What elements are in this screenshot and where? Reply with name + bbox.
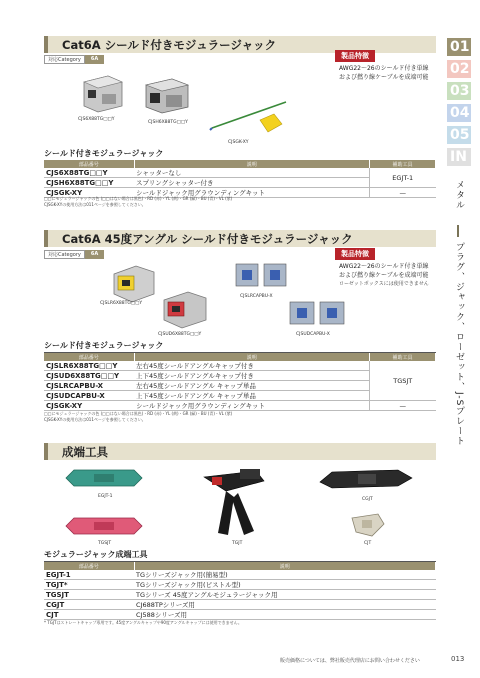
section1-category bbox=[44, 55, 104, 64]
table-header: 説明 bbox=[134, 160, 370, 168]
part-number: CGJT bbox=[44, 600, 134, 610]
section3-title: 成端工具 bbox=[62, 445, 108, 459]
section1-features bbox=[335, 50, 429, 82]
table-row bbox=[44, 590, 436, 600]
section3-footnote: * TGJTはストレートキャップ専用です。45度アングルキャップや90度アングルキャップには使用できません。 bbox=[44, 620, 242, 625]
tool-image-tgjt bbox=[196, 463, 272, 539]
section2-header bbox=[44, 230, 436, 247]
part-description: シールドジャック用グラウンディングキット bbox=[134, 401, 370, 411]
part-description: 左右45度シールドアングル キャップ単品 bbox=[134, 381, 370, 391]
tool-image-cgjt bbox=[318, 464, 414, 494]
section3-table-title: モジュラージャック成端工具 bbox=[44, 549, 436, 562]
table-row bbox=[44, 361, 436, 371]
tool-image-egjt-1 bbox=[64, 462, 144, 492]
table-header-row bbox=[44, 160, 436, 168]
part-description: CJ588シリーズ用 bbox=[134, 610, 436, 620]
table-header: 説明 bbox=[134, 353, 370, 361]
part-number: CJSLR6X88TG□□Y bbox=[44, 361, 134, 371]
feature-line: および撚り線ケーブルを成端可能 bbox=[339, 272, 429, 279]
part-description: TGシリーズジャック用(簡易型) bbox=[134, 570, 436, 580]
feature-badge: 製品特徴 bbox=[335, 248, 375, 260]
image-caption: CJSH6X88TG□□Y bbox=[148, 120, 188, 125]
image-caption: EGJT-1 bbox=[98, 494, 113, 499]
section1-header-bar bbox=[44, 36, 48, 53]
page-number: 013 bbox=[451, 655, 465, 663]
section2-table-title: シールド付きモジュラージャック bbox=[44, 340, 436, 353]
tool-image-cjt bbox=[348, 510, 388, 540]
product-image-cjsudcapbu bbox=[288, 298, 348, 328]
table-header: 補助工具 bbox=[370, 353, 436, 361]
category-label: 対応Category bbox=[44, 55, 85, 64]
section1-table bbox=[44, 160, 436, 198]
image-caption: CJSGK-XY bbox=[228, 140, 249, 145]
part-description: 上下45度シールドアングルキャップ付き bbox=[134, 371, 370, 381]
part-number: CJSH6X88TG□□Y bbox=[44, 178, 134, 188]
category-value: 6A bbox=[85, 55, 104, 64]
tool-cell: — bbox=[370, 401, 436, 411]
side-label-metal: メタル bbox=[454, 180, 464, 210]
section3-table bbox=[44, 562, 436, 620]
table-header: 部品番号 bbox=[44, 562, 134, 570]
side-tab-04[interactable]: 04 bbox=[447, 104, 471, 122]
section2-footnotes bbox=[44, 411, 232, 422]
side-tab-05[interactable]: 05 bbox=[447, 126, 471, 144]
side-tab-02[interactable]: 02 bbox=[447, 60, 471, 78]
section3-header-bar bbox=[44, 443, 48, 460]
table-header: 補助工具 bbox=[370, 160, 436, 168]
table-header: 説明 bbox=[134, 562, 436, 570]
image-caption: CJSUDCAPBU-X bbox=[296, 332, 330, 337]
product-image-cjsud6x88tg bbox=[160, 288, 210, 330]
footnote: CJSGK-XYの使用方法は011ページを参照してください。 bbox=[44, 416, 146, 422]
table-row bbox=[44, 401, 436, 411]
section1-table-title: シールド付きモジュラージャック bbox=[44, 148, 436, 161]
tool-image-tgsjt bbox=[64, 510, 144, 540]
section3-header bbox=[44, 443, 436, 460]
product-image-cjs6x88tg bbox=[78, 72, 126, 116]
section1-title: Cat6A シールド付きモジュラージャック bbox=[62, 38, 277, 52]
part-description: シールドジャック用グラウンディングキット bbox=[134, 188, 370, 198]
section1-footnotes bbox=[44, 196, 232, 207]
product-image-cjsgk-xy bbox=[208, 94, 296, 140]
section2-features bbox=[335, 248, 429, 289]
part-number: CJT bbox=[44, 610, 134, 620]
side-label-category: プラグ、ジャック、ローゼット、J-Sプレート bbox=[454, 242, 464, 447]
footnote: □□にモジュラージャックの色 (□□はない場合は黒色)・RD (赤)・YL (黄)・GR (緑)・BU (青)・VL (紫) bbox=[44, 411, 233, 416]
side-divider bbox=[457, 225, 459, 237]
part-number: TGJT* bbox=[44, 580, 134, 590]
section2-header-bar bbox=[44, 230, 48, 247]
part-number: EGJT-1 bbox=[44, 570, 134, 580]
side-tab-in[interactable]: IN bbox=[447, 148, 471, 166]
table-row bbox=[44, 168, 436, 178]
product-image-cjslr6x88tg bbox=[110, 262, 158, 304]
table-row bbox=[44, 600, 436, 610]
feature-line: AWG22〜26のシールド付き単線 bbox=[339, 263, 429, 270]
table-row bbox=[44, 580, 436, 590]
part-number: CJSLRCAPBU-X bbox=[44, 381, 134, 391]
table-header-row bbox=[44, 353, 436, 361]
feature-badge: 製品特徴 bbox=[335, 50, 375, 62]
image-caption: CJSLRCAPBU-X bbox=[240, 294, 273, 299]
image-caption: TGJT bbox=[232, 541, 243, 546]
image-caption: CJSUD6X88TG□□Y bbox=[158, 332, 202, 337]
side-tab-03[interactable]: 03 bbox=[447, 82, 471, 100]
category-value: 6A bbox=[85, 250, 104, 259]
footer-text: 販売価格については、弊社販売代理店にお問い合わせください bbox=[280, 658, 420, 664]
image-caption: CJS6X88TG□□Y bbox=[78, 117, 115, 122]
part-number: CJSGK-XY bbox=[44, 401, 134, 411]
table-header-row bbox=[44, 562, 436, 570]
part-description: スプリングシャッター付き bbox=[134, 178, 370, 188]
image-caption: CJT bbox=[364, 541, 372, 546]
feature-line: および撚り線ケーブルを成端可能 bbox=[339, 74, 429, 81]
category-label: 対応Category bbox=[44, 250, 85, 259]
part-number: CJSUD6X88TG□□Y bbox=[44, 371, 134, 381]
product-image-cjslrcapbu bbox=[234, 260, 290, 290]
part-number: CJSGK-XY bbox=[44, 188, 134, 198]
part-description: 左右45度シールドアングルキャップ付き bbox=[134, 361, 370, 371]
part-number: CJS6X88TG□□Y bbox=[44, 168, 134, 178]
part-description: シャッターなし bbox=[134, 168, 370, 178]
part-description: 上下45度シールドアングル キャップ単品 bbox=[134, 391, 370, 401]
table-row bbox=[44, 610, 436, 620]
image-caption: CGJT bbox=[362, 497, 373, 502]
section2-table bbox=[44, 353, 436, 411]
tool-cell: — bbox=[370, 188, 436, 198]
image-caption: CJSLR6X88TG□□Y bbox=[100, 301, 143, 306]
section2-category bbox=[44, 250, 104, 259]
part-description: TGシリーズ 45度アングルモジュラージャック用 bbox=[134, 590, 436, 600]
image-caption: TGSJT bbox=[98, 541, 112, 546]
tool-cell: EGJT-1 bbox=[370, 168, 436, 188]
part-description: TGシリーズジャック用(ピストル型) bbox=[134, 580, 436, 590]
table-header: 部品番号 bbox=[44, 160, 134, 168]
table-row bbox=[44, 570, 436, 580]
tool-cell: TGSJT bbox=[370, 361, 436, 401]
table-header: 部品番号 bbox=[44, 353, 134, 361]
section2-title: Cat6A 45度アングル シールド付きモジュラージャック bbox=[62, 232, 353, 246]
part-description: CJ688TPシリーズ用 bbox=[134, 600, 436, 610]
footnote: □□にモジュラージャックの色 (□□はない場合は黒色)・RD (赤)・YL (黄)・GR (緑)・BU (青)・VL (紫) bbox=[44, 196, 233, 201]
product-image-cjsh6x88tg bbox=[140, 75, 192, 117]
part-number: TGSJT bbox=[44, 590, 134, 600]
feature-line: AWG22〜26のシールド付き単線 bbox=[339, 65, 429, 72]
part-number: CJSUDCAPBU-X bbox=[44, 391, 134, 401]
footnote: CJSGK-XYの使用方法は011ページを参照してください。 bbox=[44, 201, 146, 207]
side-tab-01[interactable]: 01 bbox=[447, 38, 471, 56]
feature-note: ローゼットボックスには使用できません bbox=[339, 281, 429, 287]
